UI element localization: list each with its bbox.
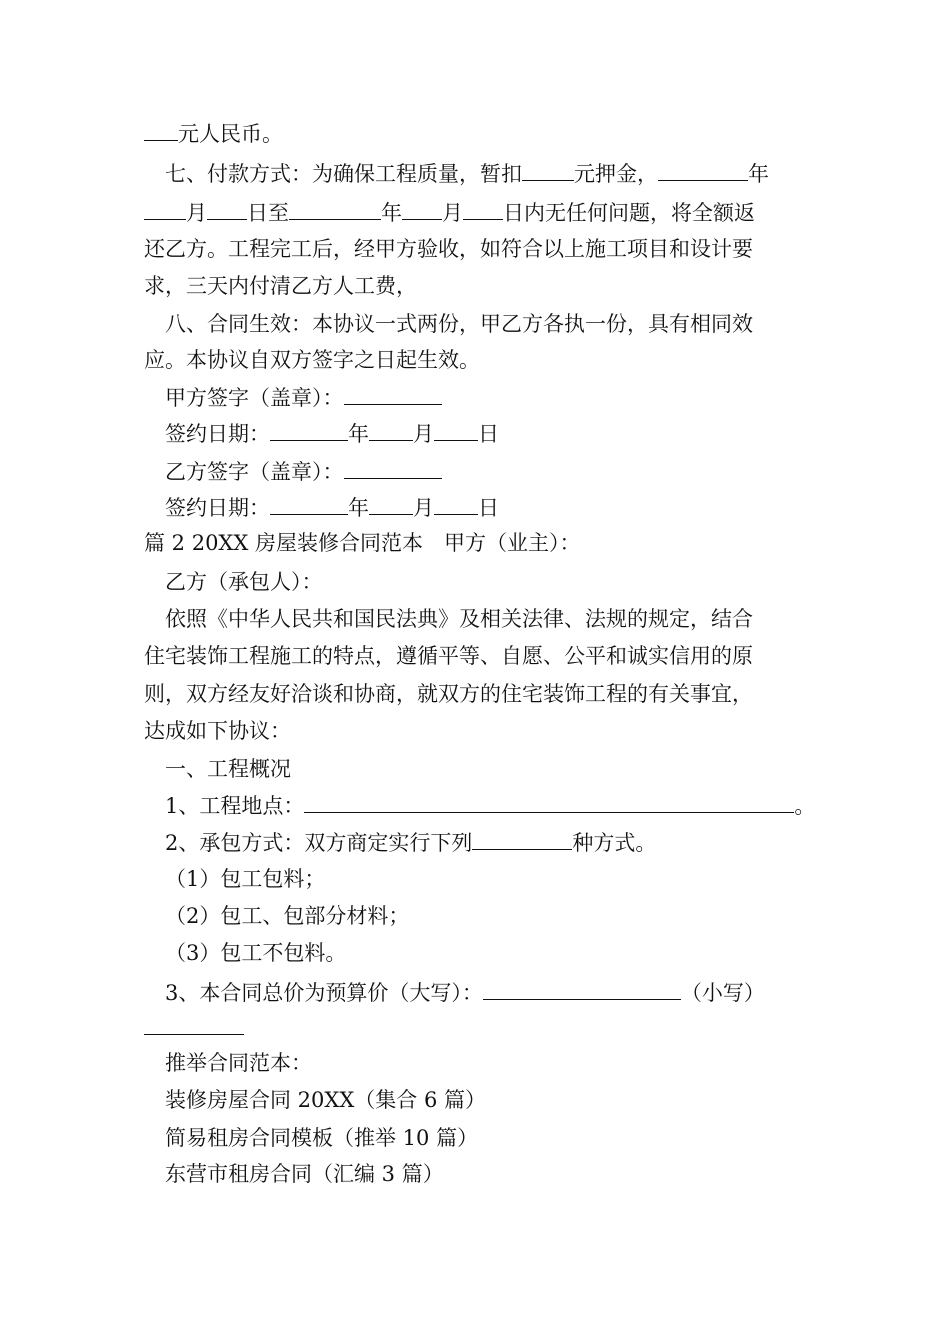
blank-underline <box>144 201 186 220</box>
intro-line-3: 则，双方经友好洽谈和协商，就双方的住宅装饰工程的有关事宜， <box>144 682 753 706</box>
signature-blank <box>344 460 442 479</box>
signature-blank <box>344 386 442 405</box>
item-3-price: 3、本合同总价为预算价（大写）： （小写） <box>165 981 765 1005</box>
blank-underline <box>463 201 503 220</box>
intro-line-2: 住宅装饰工程施工的特点，遵循平等、自愿、公平和诚实信用的原 <box>144 644 753 668</box>
paragraph-line: 元人民币。 <box>144 122 283 145</box>
party-b-heading: 乙方（承包人）： <box>165 570 323 594</box>
section-7-line-1: 七、付款方式：为确保工程质量，暂扣 元押金， 年 <box>165 162 769 186</box>
blank-underline <box>402 201 442 220</box>
price-lowercase-blank <box>144 1034 244 1035</box>
section-7-line-3: 还乙方。工程完工后，经甲方验收，如符合以上施工项目和设计要 <box>144 237 753 261</box>
blank-underline <box>207 201 247 220</box>
blank-underline <box>434 496 478 515</box>
location-blank <box>304 794 794 813</box>
blank-underline <box>144 122 178 141</box>
blank-underline <box>270 496 348 515</box>
blank-underline <box>434 422 478 441</box>
option-2: （2）包工、包部分材料； <box>165 904 410 928</box>
option-1: （1）包工包料； <box>165 867 326 891</box>
recommend-link-1[interactable]: 装修房屋合同 20XX（集合 6 篇） <box>165 1088 487 1112</box>
recommend-link-2[interactable]: 简易租房合同模板（推举 10 篇） <box>165 1126 479 1150</box>
section-7-line-4: 求，三天内付清乙方人工费， <box>144 274 417 298</box>
party-b-signature: 乙方签字（盖章）： <box>165 460 442 483</box>
blank-underline <box>522 162 574 181</box>
party-a-signature: 甲方签字（盖章）： <box>165 386 442 409</box>
method-blank <box>472 831 572 850</box>
intro-line-4: 达成如下协议： <box>144 719 291 743</box>
recommend-link-3[interactable]: 东营市租房合同（汇编 3 篇） <box>165 1162 444 1186</box>
recommend-heading: 推举合同范本： <box>165 1051 312 1075</box>
blank-underline <box>289 201 381 220</box>
intro-line-1: 依照《中华人民共和国民法典》及相关法律、法规的规定，结合 <box>165 607 753 631</box>
blank-underline <box>369 422 413 441</box>
section-7-line-2: 月 日至 年 月 日内无任何问题，将全额返 <box>144 201 755 224</box>
party-b-sign-date: 签约日期： 年 月 日 <box>165 496 499 520</box>
contract-2-title: 篇 2 20XX 房屋装修合同范本 甲方（业主）： <box>144 531 581 555</box>
price-uppercase-blank <box>483 981 681 1000</box>
blank-underline <box>270 422 348 441</box>
option-3: （3）包工不包料。 <box>165 941 347 965</box>
section-heading: 一、工程概况 <box>165 757 291 781</box>
item-1-location: 1、工程地点： 。 <box>165 794 816 818</box>
section-8-line-1: 八、合同生效：本协议一式两份，甲乙方各执一份，具有相同效 <box>165 312 753 336</box>
blank-underline <box>369 496 413 515</box>
section-8-line-2: 应。本协议自双方签字之日起生效。 <box>144 348 480 372</box>
item-2-method: 2、承包方式：双方商定实行下列 种方式。 <box>165 831 657 855</box>
party-a-sign-date: 签约日期： 年 月 日 <box>165 422 499 446</box>
blank-underline <box>658 162 748 181</box>
